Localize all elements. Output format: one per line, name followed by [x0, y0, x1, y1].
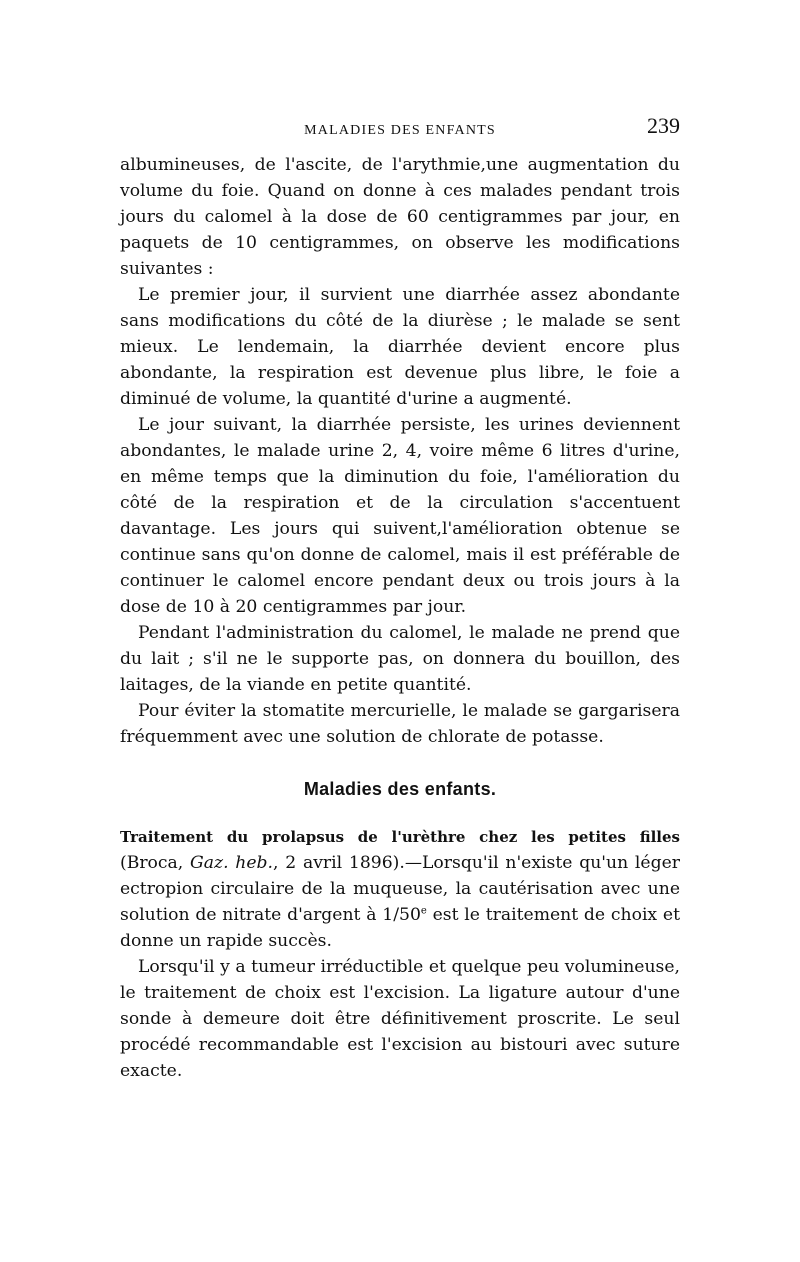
citation-open: (Broca,: [120, 853, 191, 873]
article-subhead: Traitement du prolapsus de l'urèthre chez les petites filles: [120, 828, 680, 846]
citation-journal: Gaz. heb.: [190, 853, 274, 873]
ordinal-superscript: e: [420, 905, 427, 917]
page-number: 239: [647, 113, 680, 138]
paragraph: Pendant l'administration du calomel, le malade ne prend que du lait ; s'il ne le supporte pas, on donnera du bouillon, des laitages, de la viande en petite quantité.: [120, 623, 680, 695]
paragraph: Pour éviter la stomatite mercurielle, le malade se gargarisera fréquemment avec une solution de chlorate de potasse.: [120, 701, 680, 747]
paragraph: Le premier jour, il survient une diarrhée assez abondante sans modifications du côté de la diurèse ; le malade se sent mieux. Le lendemain, la diarrhée devient encore plus abondante, la respiration est devenue plus libre, le foie a diminué de volume, la quantité d'urine a augmenté.: [120, 285, 680, 409]
citation-end: est le traitement de choix et donne un rapide succès.: [120, 905, 680, 951]
article-paragraph: [120, 824, 680, 954]
running-header: [120, 113, 680, 147]
paragraph: Le jour suivant, la diarrhée persiste, les urines deviennent abondantes, le malade urine 2, 4, voire même 6 litres d'urine, en même temps que la diminution du foie, l'amélioration du côté de la respiration et de la circulation s'accentuent davantage. Les jours qui suivent,l'amélioration obtenue se continue sans qu'on donne de calomel, mais il est préférable de continuer le calomel encore pendant deux ou trois jours à la dose de 10 à 20 centigrammes par jour.: [120, 415, 680, 617]
page-body: [120, 152, 680, 1084]
section-title: Maladies des enfants.: [303, 779, 497, 799]
citation-text: , 2 avril 1896).—Lorsqu'il n'existe qu'un léger ectropion circulaire de la muqueuse, la cautérisation avec une solution de nitrate d'argent à 1/50: [120, 853, 680, 925]
paragraph-continued: albumineuses, de l'ascite, de l'arythmie,une augmentation du volume du foie. Quand on donne à ces malades pendant trois jours du calomel à la dose de 60 centigrammes par jour, en paquets de 10 centigrammes, on observe les modifications suivantes :: [120, 155, 680, 279]
running-title: MALADIES DES ENFANTS: [304, 123, 496, 138]
paragraph: Lorsqu'il y a tumeur irréductible et quelque peu volumineuse, le traitement de choix est l'excision. La ligature autour d'une sonde à demeure doit être définitivement proscrite. Le seul procédé recommandable est l'excision au bistouri avec suture exacte.: [120, 957, 680, 1081]
